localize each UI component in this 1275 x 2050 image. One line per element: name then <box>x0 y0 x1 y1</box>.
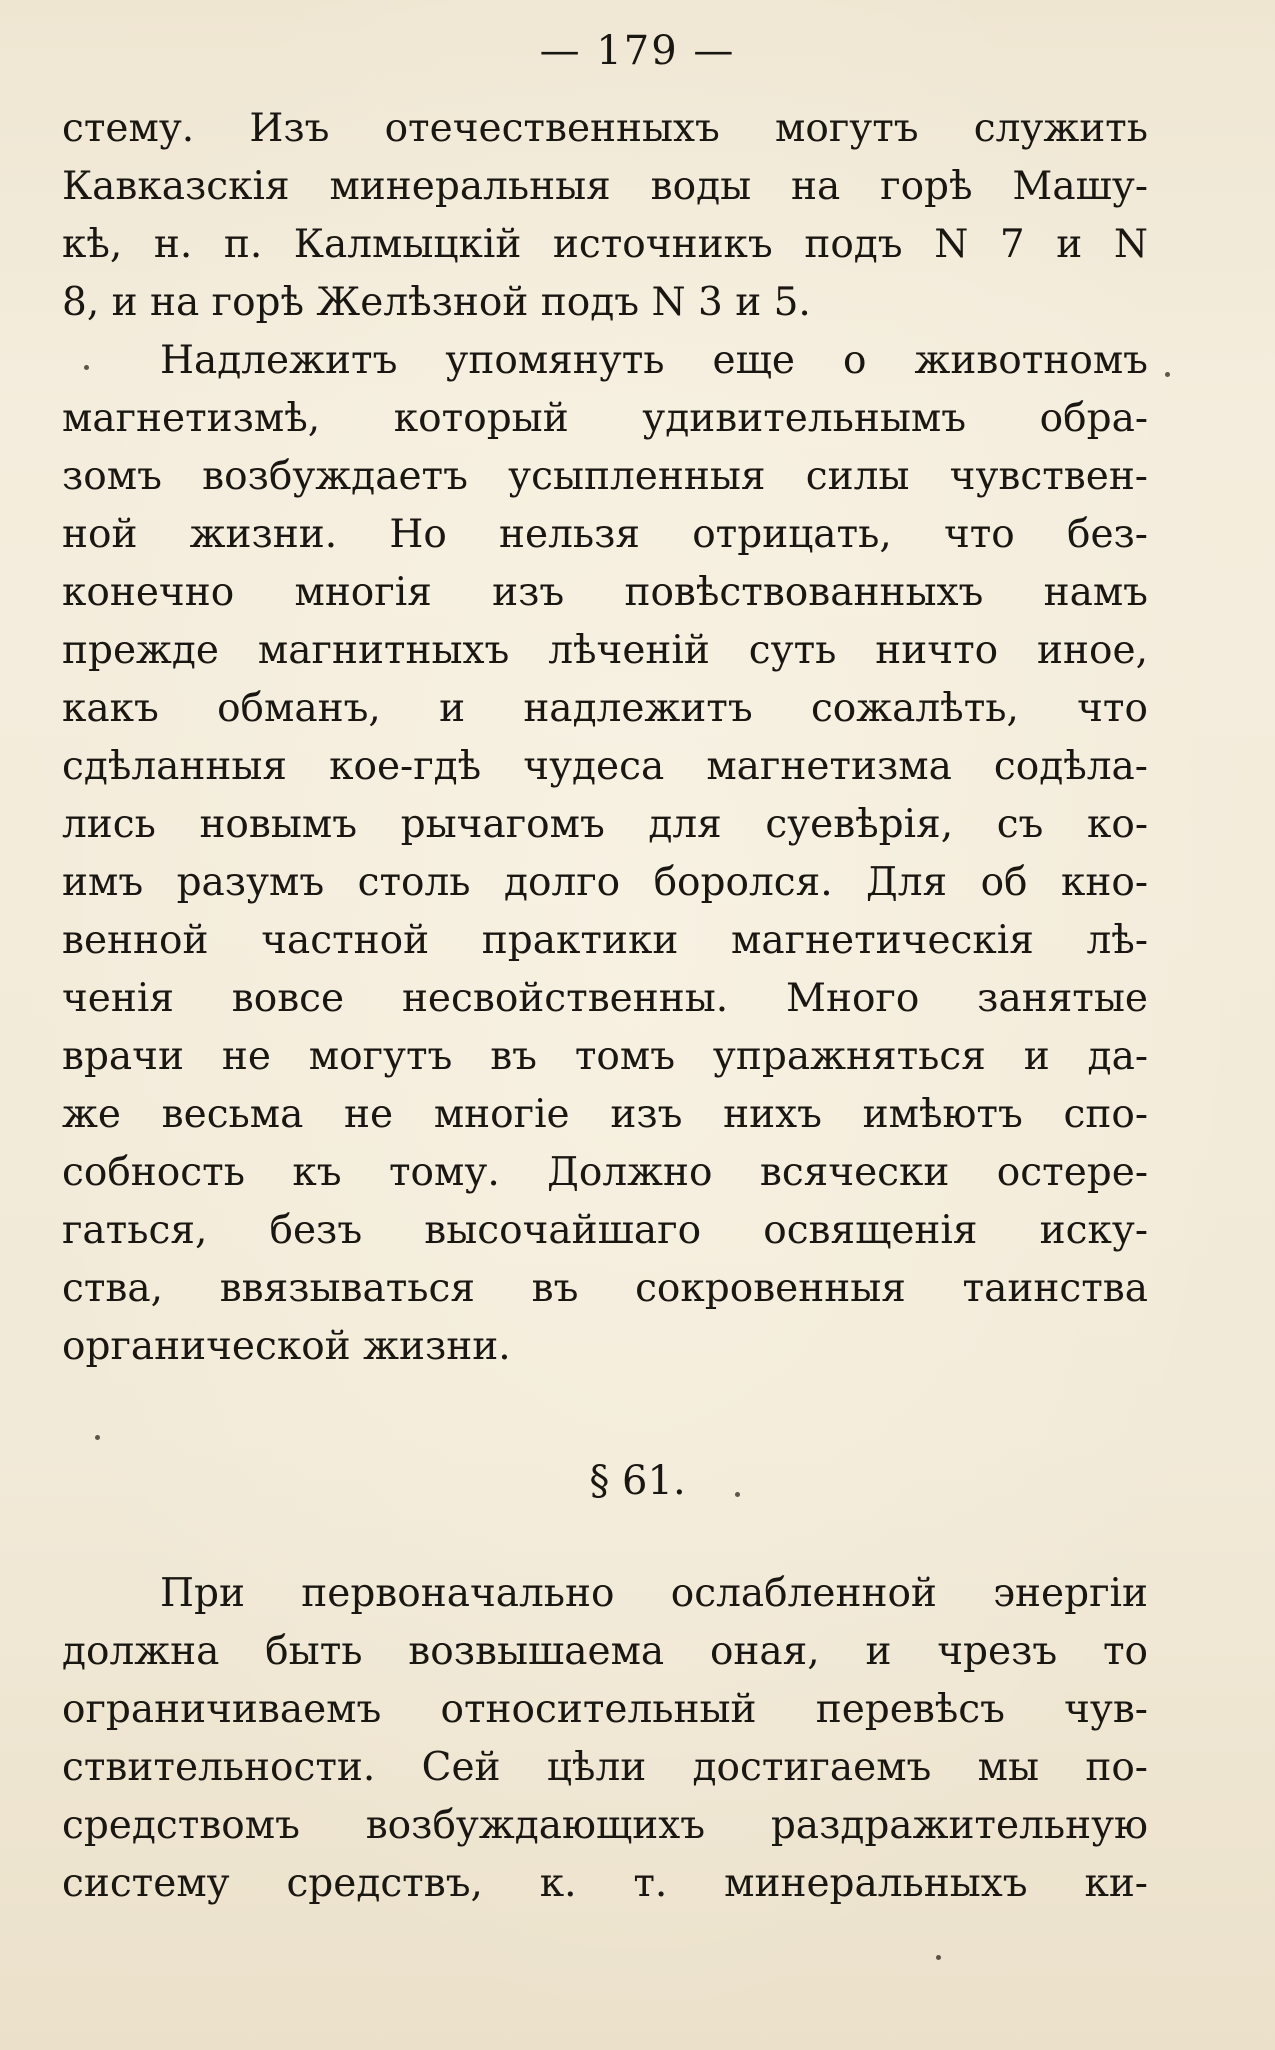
ink-speck <box>84 365 89 370</box>
text-line: Кавказскія минеральныя воды на горѣ Машу- <box>62 164 1148 209</box>
paragraph-2 <box>62 332 1148 1376</box>
text-line: ствительности. Сей цѣли достигаемъ мы по- <box>62 1745 1148 1790</box>
text-line: 8, и на горѣ Желѣзной подъ N 3 и 5. <box>62 280 811 325</box>
text-line: кѣ, н. п. Калмыцкій источникъ подъ N 7 и N <box>62 222 1148 267</box>
text-line: ной жизни. Но нельзя отрицать, что без- <box>62 512 1148 557</box>
ink-speck <box>936 1955 941 1960</box>
page-number: — 179 — <box>539 28 736 74</box>
paragraph-3 <box>62 1565 1148 1913</box>
text-line: должна быть возвышаема оная, и чрезъ то <box>62 1629 1148 1674</box>
text-line: ограничиваемъ относительный перевѣсъ чув- <box>62 1687 1148 1732</box>
paragraph-1 <box>62 100 1148 332</box>
text-line: ства, ввязываться въ сокровенныя таинства <box>62 1266 1148 1311</box>
text-line: какъ обманъ, и надлежитъ сожалѣть, что <box>62 686 1148 731</box>
ink-speck <box>1165 372 1170 377</box>
text-line: Надлежитъ упомянуть еще о животномъ <box>160 338 1148 383</box>
text-line: систему средствъ, к. т. минеральныхъ ки- <box>62 1861 1148 1906</box>
text-line: собность къ тому. Должно всячески остере- <box>62 1150 1148 1195</box>
text-line: врачи не могутъ въ томъ упражняться и да- <box>62 1034 1148 1079</box>
text-line: При первоначально ослабленной энергіи <box>160 1571 1148 1616</box>
text-line: стему. Изъ отечественныхъ могутъ служить <box>62 106 1148 151</box>
text-line: средствомъ возбуждающихъ раздражительную <box>62 1803 1148 1848</box>
ink-speck <box>735 1492 740 1497</box>
text-line: сдѣланныя кое-гдѣ чудеса магнетизма содѣла- <box>62 744 1148 789</box>
text-line: гаться, безъ высочайшаго освященія иску- <box>62 1208 1148 1253</box>
text-line: лись новымъ рычагомъ для суевѣрія, съ ко- <box>62 802 1148 847</box>
text-line: имъ разумъ столь долго боролся. Для об кно- <box>62 860 1148 905</box>
main-text <box>62 100 1148 1376</box>
ink-speck <box>95 1435 100 1440</box>
text-line: венной частной практики магнетическія лѣ- <box>62 918 1148 963</box>
text-line: же весьма не многіе изъ нихъ имѣютъ спо- <box>62 1092 1148 1137</box>
text-line: прежде магнитныхъ лѣченій суть ничто иное, <box>62 628 1148 673</box>
text-line: органической жизни. <box>62 1324 511 1369</box>
text-line: конечно многія изъ повѣствованныхъ намъ <box>62 570 1148 615</box>
text-line: магнетизмѣ, который удивительнымъ обра- <box>62 396 1148 441</box>
section-heading: § 61. <box>589 1458 686 1504</box>
text-line: ченія вовсе несвойственны. Много занятые <box>62 976 1148 1021</box>
section-text <box>62 1565 1148 1913</box>
text-line: зомъ возбуждаетъ усыпленныя силы чувствен- <box>62 454 1148 499</box>
